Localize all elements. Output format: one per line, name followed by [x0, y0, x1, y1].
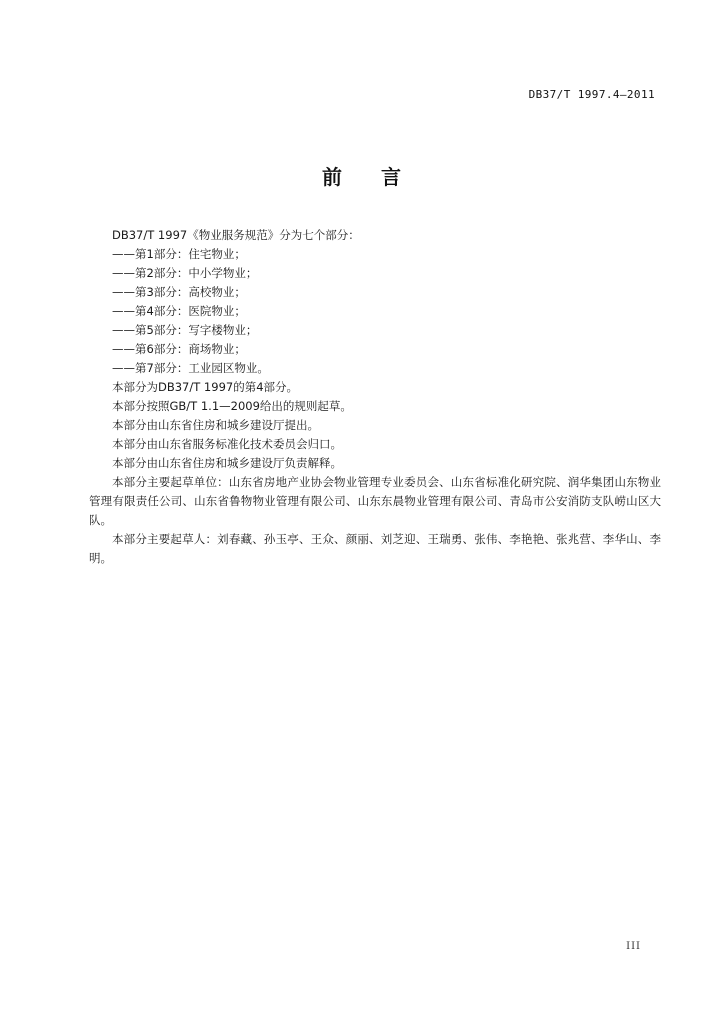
title-char-2: 言 — [381, 165, 402, 189]
centralized-by: 本部分由山东省服务标准化技术委员会归口。 — [112, 437, 342, 451]
part-item-7: ——第7部分：工业园区物业。 — [112, 361, 269, 375]
parts-intro: DB37/T 1997《物业服务规范》分为七个部分： — [112, 228, 360, 242]
proposed-by: 本部分由山东省住房和城乡建设厅提出。 — [112, 418, 319, 432]
title-char-1: 前 — [322, 165, 343, 189]
part-item-2: ——第2部分：中小学物业； — [112, 266, 258, 280]
part-item-4: ——第4部分：医院物业； — [112, 304, 246, 318]
preface-body — [89, 226, 661, 568]
drafting-units: 本部分主要起草单位：山东省房地产业协会物业管理专业委员会、山东省标准化研究院、润华集团山东物业管理有限责任公司、山东省鲁物物业管理有限公司、山东东晨物业管理有限公司、青岛市公安消防支队崂山区大队。 — [89, 475, 661, 527]
drafters: 本部分主要起草人：刘春藏、孙玉亭、王众、颜丽、刘芝迎、王瑞勇、张伟、李艳艳、张兆营、李华山、李明。 — [89, 532, 661, 565]
part-item-1: ——第1部分：住宅物业； — [112, 247, 246, 261]
document-code: DB37/T 1997.4—2011 — [528, 88, 655, 101]
part-statement: 本部分为DB37/T 1997的第4部分。 — [112, 380, 299, 394]
part-item-6: ——第6部分：商场物业； — [112, 342, 246, 356]
page-title — [0, 161, 724, 190]
drafting-rules: 本部分按照GB/T 1.1—2009给出的规则起草。 — [112, 399, 352, 413]
part-item-5: ——第5部分：写字楼物业； — [112, 323, 258, 337]
part-item-3: ——第3部分：高校物业； — [112, 285, 246, 299]
interpreted-by: 本部分由山东省住房和城乡建设厅负责解释。 — [112, 456, 342, 470]
page-number: III — [626, 941, 641, 952]
